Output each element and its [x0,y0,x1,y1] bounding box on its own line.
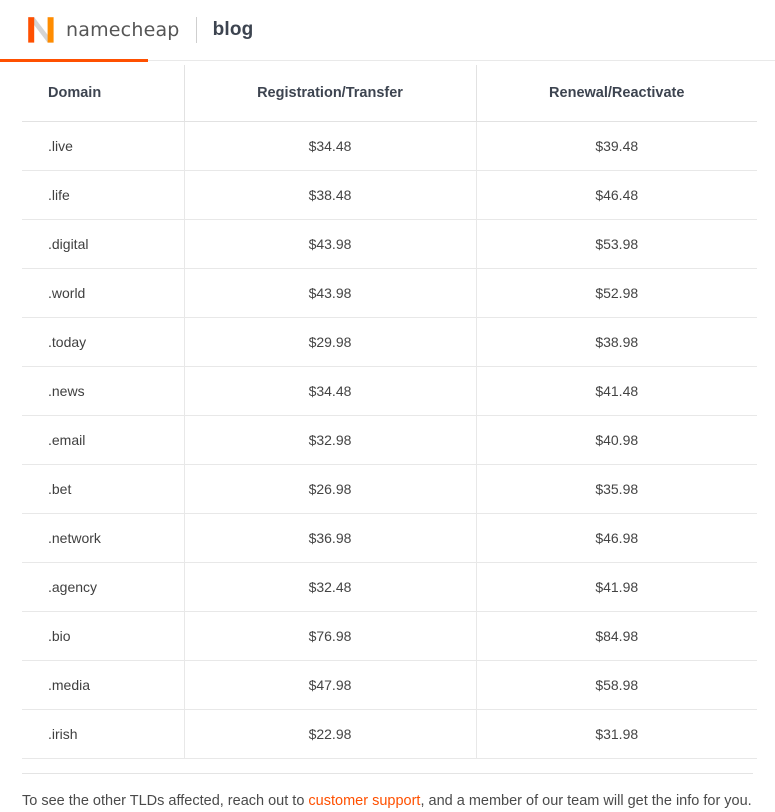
table-header [22,65,757,122]
cell-registration-price: $29.98 [184,318,476,367]
table-row [22,220,757,269]
cell-registration-price: $22.98 [184,710,476,759]
pricing-table [22,65,757,759]
column-header-renewal: Renewal/Reactivate [476,65,757,122]
cell-renewal-price: $46.48 [476,171,757,220]
cell-registration-price: $34.48 [184,367,476,416]
note-prefix: To see the other TLDs affected, reach out to [22,793,309,809]
cell-renewal-price: $38.98 [476,318,757,367]
table-row [22,416,757,465]
table-row [22,514,757,563]
cell-registration-price: $47.98 [184,661,476,710]
site-header [0,0,775,60]
brand-name[interactable]: namecheap [66,19,180,41]
customer-support-link[interactable]: customer support [308,793,421,809]
table-row [22,122,757,171]
cell-renewal-price: $46.98 [476,514,757,563]
cell-renewal-price: $41.48 [476,367,757,416]
cell-domain: .agency [22,563,184,612]
cell-registration-price: $38.48 [184,171,476,220]
pricing-table-container [0,65,775,759]
footer-note [22,790,753,812]
table-row [22,367,757,416]
note-suffix: , and a member of our team will get the info for you. [420,793,752,809]
cell-domain: .news [22,367,184,416]
cell-renewal-price: $53.98 [476,220,757,269]
cell-renewal-price: $84.98 [476,612,757,661]
cell-domain: .bio [22,612,184,661]
cell-renewal-price: $52.98 [476,269,757,318]
cell-domain: .today [22,318,184,367]
cell-domain: .irish [22,710,184,759]
table-row [22,465,757,514]
table-row [22,612,757,661]
table-row [22,563,757,612]
table-header-row [22,65,757,122]
cell-domain: .bet [22,465,184,514]
note-divider [22,773,753,774]
header-rule-accent [0,59,148,62]
table-row [22,710,757,759]
cell-registration-price: $43.98 [184,220,476,269]
cell-renewal-price: $58.98 [476,661,757,710]
cell-renewal-price: $40.98 [476,416,757,465]
header-divider [196,17,197,43]
cell-registration-price: $26.98 [184,465,476,514]
column-header-registration: Registration/Transfer [184,65,476,122]
table-row [22,269,757,318]
cell-registration-price: $34.48 [184,122,476,171]
cell-domain: .media [22,661,184,710]
table-row [22,171,757,220]
cell-registration-price: $32.48 [184,563,476,612]
cell-renewal-price: $35.98 [476,465,757,514]
cell-registration-price: $32.98 [184,416,476,465]
cell-renewal-price: $41.98 [476,563,757,612]
table-row [22,661,757,710]
cell-domain: .email [22,416,184,465]
cell-domain: .live [22,122,184,171]
blog-label[interactable]: blog [212,19,254,40]
cell-registration-price: $76.98 [184,612,476,661]
cell-registration-price: $36.98 [184,514,476,563]
cell-domain: .world [22,269,184,318]
cell-domain: .network [22,514,184,563]
cell-registration-price: $43.98 [184,269,476,318]
table-row [22,318,757,367]
cell-renewal-price: $31.98 [476,710,757,759]
cell-renewal-price: $39.48 [476,122,757,171]
table-body [22,122,757,759]
cell-domain: .life [22,171,184,220]
namecheap-n-logo-icon[interactable] [24,15,58,45]
column-header-domain: Domain [22,65,184,122]
cell-domain: .digital [22,220,184,269]
